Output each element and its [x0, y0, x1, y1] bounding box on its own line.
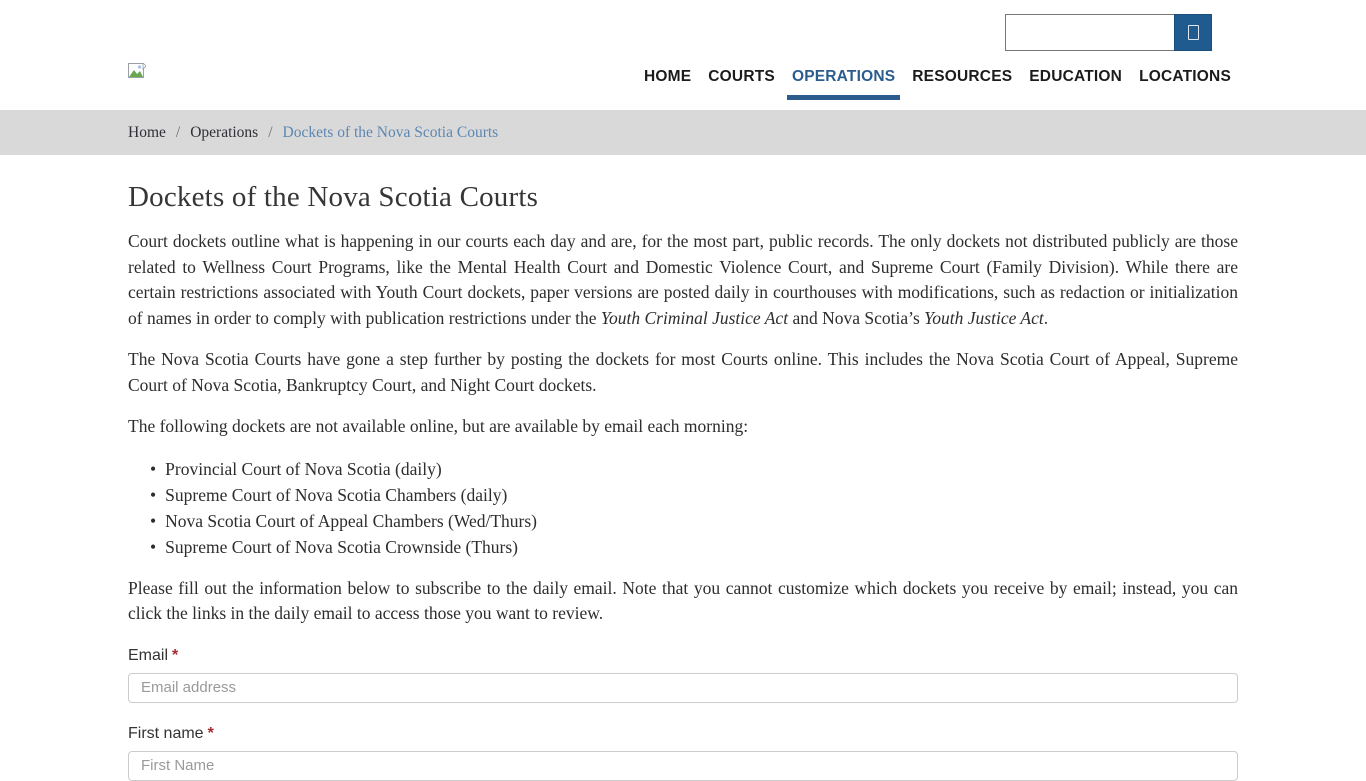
subscribe-paragraph: Please fill out the information below to subscribe to the daily email. Note that you cannot customize which dockets you receive by email; instead, you can click the links in the daily email to access those you want to review.: [128, 577, 1238, 623]
list-item: • Supreme Court of Nova Scotia Chambers (daily): [150, 482, 1238, 508]
first-name-form-group: [128, 725, 1238, 781]
site-header: [0, 0, 1366, 110]
site-logo[interactable]: [128, 63, 146, 80]
intro-text: Court dockets outline what is happening in our courts each day and are, for the most part, public records. The only dockets not distributed publicly are those related to Wellness Court Programs, like the Mental Health Court and Domestic Violence Court, and Supreme Court (Family Division). While there are certain restrictions associated with Youth Court dockets, paper versions are posted daily in courthouses with modifications, such as redaction or initialization of names in order to comply with publication restrictions under the: [128, 231, 1238, 328]
search-input[interactable]: [1005, 14, 1174, 51]
breadcrumb-operations[interactable]: Operations: [190, 123, 259, 141]
main-content: [128, 181, 1238, 781]
intro-text: and Nova Scotia’s: [788, 307, 925, 328]
email-field[interactable]: [128, 673, 1238, 703]
first-name-field[interactable]: [128, 751, 1238, 781]
nav-item-locations[interactable]: LOCATIONS: [1139, 68, 1231, 85]
search-button[interactable]: [1174, 14, 1212, 51]
search-icon: [1188, 25, 1199, 40]
intro-text: .: [1043, 307, 1049, 328]
list-item: • Provincial Court of Nova Scotia (daily): [150, 456, 1238, 482]
nav-item-home[interactable]: HOME: [643, 68, 692, 85]
email-label: Email: [128, 646, 169, 664]
breadcrumb-separator: /: [268, 123, 273, 141]
list-item: • Supreme Court of Nova Scotia Crownside (Thurs): [150, 534, 1238, 560]
breadcrumb-current: Dockets of the Nova Scotia Courts: [282, 123, 499, 141]
list-item: • Nova Scotia Court of Appeal Chambers (Wed/Thurs): [150, 508, 1238, 534]
online-dockets-paragraph: The Nova Scotia Courts have gone a step further by posting the dockets for most Courts online. This includes the Nova Scotia Court of Appeal, Supreme Court of Nova Scotia, Bankruptcy Court, and Night Court dockets.: [128, 349, 1238, 395]
act-name-italic: Youth Justice Act: [924, 307, 1044, 328]
nav-item-resources[interactable]: RESOURCES: [912, 68, 1013, 85]
site-search: [1005, 14, 1212, 51]
dockets-list: [150, 456, 1238, 560]
first-name-label: First name: [128, 724, 204, 742]
nav-item-courts[interactable]: COURTS: [708, 68, 775, 85]
page-title: Dockets of the Nova Scotia Courts: [128, 181, 539, 213]
main-navigation: [644, 68, 1231, 86]
required-asterisk: *: [207, 724, 214, 742]
nav-item-operations[interactable]: OPERATIONS: [791, 68, 896, 85]
breadcrumb: [0, 110, 1366, 155]
email-form-group: [128, 647, 1238, 703]
breadcrumb-home[interactable]: Home: [128, 123, 166, 141]
act-name-italic: Youth Criminal Justice Act: [600, 307, 789, 328]
broken-image-icon: [128, 63, 146, 80]
nav-item-education[interactable]: EDUCATION: [1029, 68, 1123, 85]
required-asterisk: *: [172, 646, 179, 664]
email-dockets-paragraph: The following dockets are not available online, but are available by email each morning:: [128, 416, 749, 436]
breadcrumb-separator: /: [175, 123, 181, 141]
intro-paragraph: [128, 229, 1238, 331]
